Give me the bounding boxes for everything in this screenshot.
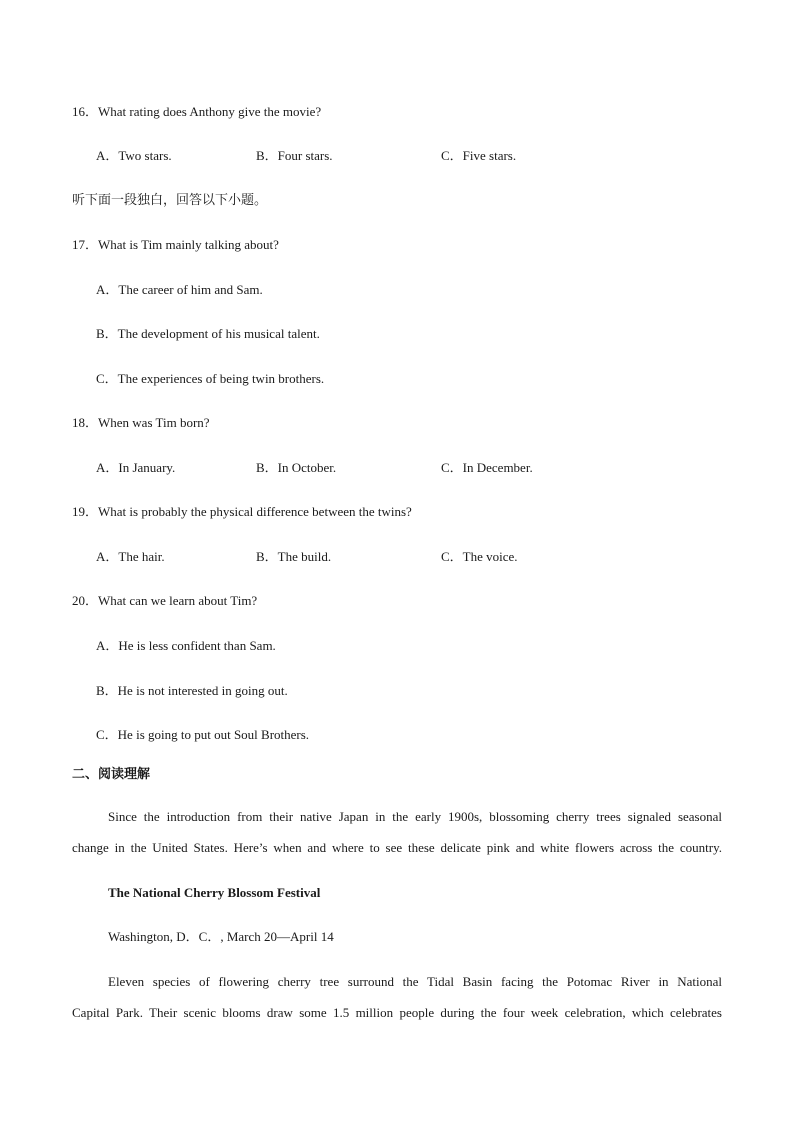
question-17-option-c: C．The experiences of being twin brothers. xyxy=(96,371,325,386)
question-20-option-b: B．He is not interested in going out. xyxy=(96,683,288,698)
question-16-option-a: A．Two stars. xyxy=(96,148,172,163)
festival-place-date: Washington, D．C．, March 20—April 14 xyxy=(108,929,334,944)
question-20-option-c: C．He is going to put out Soul Brothers. xyxy=(96,727,310,742)
passage-body-line-2: Capital Park. Their scenic blooms draw some 1.5 million people during the four week celebration, which celebrates xyxy=(72,1005,722,1020)
question-16-option-c: C．Five stars. xyxy=(441,148,517,163)
question-19-option-c: C．The voice. xyxy=(441,549,518,564)
passage-body-line-1: Eleven species of flowering cherry tree surround the Tidal Basin facing the Potomac River in National xyxy=(108,974,722,989)
passage-intro-line-1: Since the introduction from their native Japan in the early 1900s, blossoming cherry trees signaled seasonal xyxy=(108,809,722,824)
question-16-option-b: B．Four stars. xyxy=(256,148,333,163)
question-19-stem: 19．What is probably the physical difference between the twins? xyxy=(72,504,412,519)
question-18-stem: 18．When was Tim born? xyxy=(72,415,210,430)
question-19-option-a: A．The hair. xyxy=(96,549,165,564)
question-20-stem: 20．What can we learn about Tim? xyxy=(72,593,258,608)
festival-title: The National Cherry Blossom Festival xyxy=(108,885,321,900)
question-17-stem: 17．What is Tim mainly talking about? xyxy=(72,237,279,252)
question-16-stem: 16．What rating does Anthony give the movie? xyxy=(72,104,322,119)
question-18-option-b: B．In October. xyxy=(256,460,337,475)
question-17-option-b: B．The development of his musical talent. xyxy=(96,326,320,341)
question-20-option-a: A．He is less confident than Sam. xyxy=(96,638,276,653)
section-title: 二、阅读理解 xyxy=(72,767,151,782)
question-17-option-a: A．The career of him and Sam. xyxy=(96,282,263,297)
passage-intro-line-2: change in the United States. Here’s when and where to see these delicate pink and white flowers across the country. xyxy=(72,840,722,855)
question-18-option-c: C．In December. xyxy=(441,460,533,475)
question-19-option-b: B．The build. xyxy=(256,549,332,564)
listening-instruction: 听下面一段独白，回答以下小题。 xyxy=(72,193,268,208)
question-18-option-a: A．In January. xyxy=(96,460,176,475)
